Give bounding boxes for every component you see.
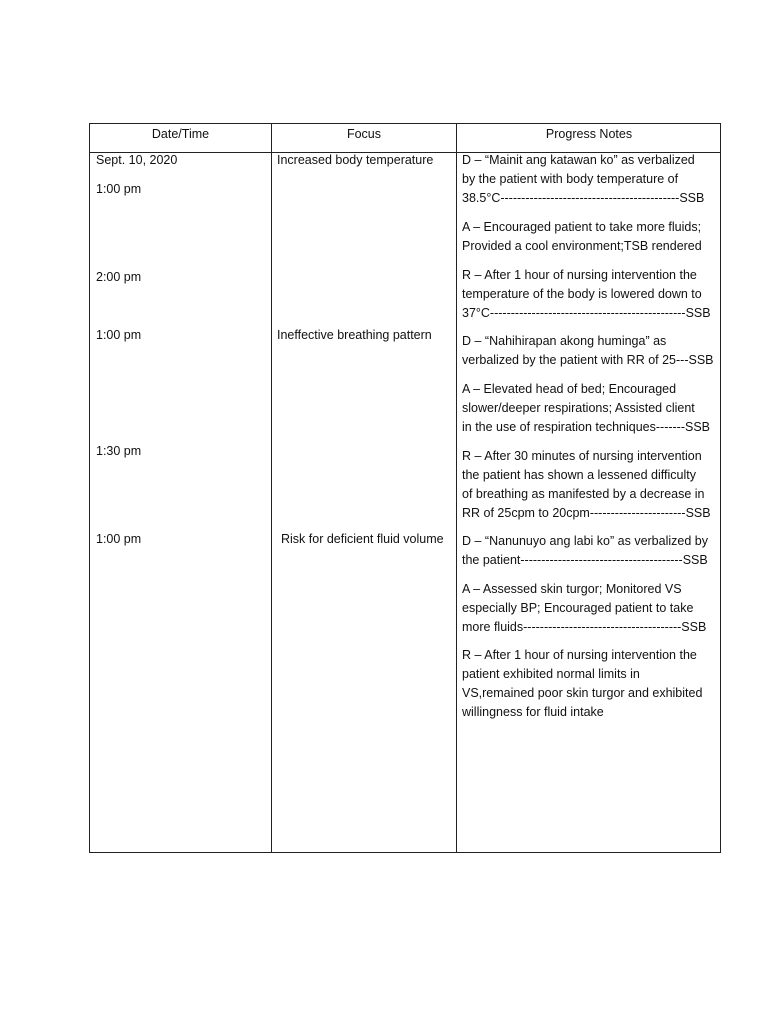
progress-note: D – “Nahihirapan akong huminga” as verbalized by the patient with RR of 25---SSB xyxy=(462,334,714,367)
progress-note: D – “Mainit ang katawan ko” as verbalized by the patient with body temperature of 38.5°C-------------------------------------------SSB xyxy=(462,153,705,205)
time-entry: 1:30 pm xyxy=(96,444,142,458)
header-focus: Focus xyxy=(346,127,382,141)
time-entry: 1:00 pm xyxy=(96,182,142,196)
focus-text: Ineffective breathing pattern xyxy=(277,328,432,342)
progress-note: R – After 1 hour of nursing intervention the patient exhibited normal limits in VS,remained poor skin turgor and exhibited willingness for fluid intake xyxy=(462,648,703,719)
column-divider xyxy=(456,124,457,852)
date-text: Sept. 10, 2020 xyxy=(96,153,178,167)
progress-note: R – After 30 minutes of nursing intervention the patient has shown a lessened difficulty of breathing as manifested by a decrease in RR of 25cpm to 20cpm-----------------------SSB xyxy=(462,449,711,520)
focus-text: Increased body temperature xyxy=(277,153,434,167)
header-date-time: Date/Time xyxy=(151,127,210,141)
time-entry: 1:00 pm xyxy=(96,328,142,342)
progress-note: D – “Nanunuyo ang labi ko” as verbalized by the patient---------------------------------------SSB xyxy=(462,534,708,567)
progress-note: A – Encouraged patient to take more fluids; Provided a cool environment;TSB rendered xyxy=(462,220,702,253)
progress-note: R – After 1 hour of nursing intervention the temperature of the body is lowered down to 37°C-----------------------------------------------SSB xyxy=(462,268,711,320)
time-entry: 1:00 pm xyxy=(96,532,142,546)
time-entry: 2:00 pm xyxy=(96,270,142,284)
column-divider xyxy=(271,124,272,852)
progress-note: A – Elevated head of bed; Encouraged slower/deeper respirations; Assisted client in the use of respiration techniques-------SSB xyxy=(462,382,711,434)
header-progress-notes: Progress Notes xyxy=(545,127,633,141)
progress-notes-table xyxy=(89,123,721,853)
focus-text: Risk for deficient fluid volume xyxy=(281,532,444,546)
progress-note: A – Assessed skin turgor; Monitored VS especially BP; Encouraged patient to take more fluids--------------------------------------SSB xyxy=(462,582,707,634)
